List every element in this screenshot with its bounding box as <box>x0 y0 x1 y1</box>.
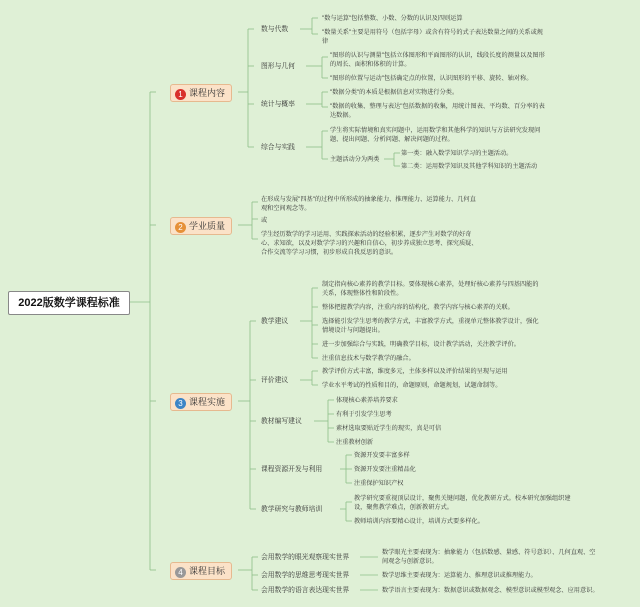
leaf-text: 间观念与创新意识。 <box>382 558 438 565</box>
topic-geometry: 图形与几何 <box>261 63 295 70</box>
topic-research-training: 教学研究与教师培训 <box>261 506 323 513</box>
number-badge: 4 <box>175 567 186 578</box>
leaf-text: 关系，体现整体性和阶段性。 <box>322 290 403 297</box>
leaf-text: "图形的位置与运动"包括确定点的位置，认识图形的平移、旋转、轴对称。 <box>330 75 533 82</box>
leaf-text: 心、求知欲，以及对数学学习的兴趣和自信心，初步养成独立思考、探究质疑、 <box>261 240 478 247</box>
branch-label: 课程内容 <box>189 88 226 98</box>
leaf-text: 学业水平考试的性质和目的，命题原则，命题规划，试题命制等。 <box>322 382 502 389</box>
leaf-text: 资源开发要丰富多样 <box>354 452 410 459</box>
leaf-text: 有利于引发学生思考 <box>336 411 392 418</box>
leaf-text: 在形成与发展"四基"的过程中所形成的抽象能力、推理能力、运算能力、几何直 <box>261 196 476 203</box>
leaf-text: 情境设计与问题提出。 <box>322 327 384 334</box>
leaf-text: 达数据。 <box>330 112 355 119</box>
leaf-text: 学生将实际情境和真实问题中，运用数学和其他科学的知识与方法研究发现问 <box>330 127 541 134</box>
leaf-text: "数与运算"包括整数、小数、分数的认识及四则运算 <box>322 15 463 22</box>
branch-label: 学业质量 <box>189 221 226 231</box>
branch-curriculum-content[interactable] <box>170 84 232 102</box>
topic-resources: 课程资源开发与利用 <box>261 466 323 473</box>
leaf-text: 题、提出问题、分析问题、解决问题的过程。 <box>330 136 454 143</box>
number-badge: 1 <box>175 89 186 100</box>
leaf-text: 整体把握教学内容，注重内容的结构化，教学内容与核心素养的关联。 <box>322 304 514 311</box>
leaf-text: 制定指向核心素养的教学目标。要体现核心素养，处理好核心素养与四基四能的 <box>322 281 539 288</box>
leaf-text: 或 <box>261 217 268 224</box>
leaf-text: 数学眼光主要表现为：抽象能力（包括数感、量感、符号意识）、几何直观、空 <box>382 549 596 556</box>
leaf-text: 设，聚焦教学难点，创新教研方式。 <box>354 504 453 511</box>
topic-assessment-advice: 评价建议 <box>261 377 289 384</box>
leaf-text: 体现核心素养培养要求 <box>336 397 398 404</box>
topic-goal-language: 会用数学的语言表达现实世界 <box>261 587 350 594</box>
branch-curriculum-goals[interactable] <box>170 562 232 580</box>
leaf-text: 数学语言主要表现为：数据意识或数据观念、模型意识或模型观念、应用意识。 <box>382 587 599 594</box>
leaf-text: "数量关系"主要是用符号（包括字母）或含有符号的式子表达数量之间的关系或规 <box>322 29 543 36</box>
topic-goal-eyes: 会用数学的眼光观察现实世界 <box>261 554 350 561</box>
leaf-text: 主题活动分为两类 <box>330 156 380 163</box>
leaf-text: 注重信息技术与数学教学的融合。 <box>322 355 415 362</box>
leaf-text: 数学思维主要表现为：运算能力、推理意识或推理能力。 <box>382 572 537 579</box>
leaf-text: 进一步加强综合与实践，明确教学目标，设计教学活动，关注教学评价。 <box>322 341 520 348</box>
leaf-text: "数据分类"的本质是根据信息对实物进行分类。 <box>330 89 459 96</box>
leaf-text: 的周长、面积和体积的计算。 <box>330 61 411 68</box>
topic-statistics: 统计与概率 <box>261 101 295 108</box>
topic-number-algebra: 数与代数 <box>261 26 289 33</box>
leaf-text: 律 <box>322 38 329 45</box>
leaf-text: 注重保护知识产权 <box>354 480 404 487</box>
topic-textbook-advice: 教材编写建议 <box>261 418 302 425</box>
leaf-text: 学生经历数学的学习运用、实践探索活动的经验积累，逐步产生对数学的好奇 <box>261 231 472 238</box>
branch-label: 课程实施 <box>189 397 226 407</box>
number-badge: 2 <box>175 222 186 233</box>
leaf-text: "数据的收集、整理与表达"包括数据的收集，用统计图表、平均数、百分率的表 <box>330 103 545 110</box>
leaf-text: 合作交流等学习习惯，初步形成自我反思的意识。 <box>261 249 398 256</box>
leaf-text: 第二类：运用数学知识及其他学科知识的主题活动 <box>401 163 538 170</box>
topic-comprehensive-practice: 综合与实践 <box>261 144 295 151</box>
leaf-text: 选择能引发学生思考的教学方式，丰富教学方式，重视单元整体教学设计，强化 <box>322 318 539 325</box>
leaf-text: 注重教材创新 <box>336 439 374 446</box>
leaf-text: 教学评价方式丰富，维度多元，主体多样以及评价结果的呈现与运用 <box>322 368 508 375</box>
branch-label: 课程目标 <box>189 566 226 576</box>
leaf-text: 观和空间观念等。 <box>261 205 311 212</box>
leaf-text: 教师培训内容要精心设计，培训方式要多样化。 <box>354 518 484 525</box>
root-node: 2022版数学课程标准 <box>8 291 130 315</box>
topic-teaching-advice: 教学建议 <box>261 318 289 325</box>
leaf-text: 资源开发要注重精品化 <box>354 466 416 473</box>
topic-goal-thinking: 会用数学的思维思考现实世界 <box>261 572 350 579</box>
number-badge: 3 <box>175 398 186 409</box>
leaf-text: 教学研究要重视顶层设计，聚焦关键问题，优化教研方式。校本研究加强组织建 <box>354 495 571 502</box>
branch-curriculum-implementation[interactable] <box>170 393 232 411</box>
leaf-text: "图形的认识与测量"包括立体图形和平面图形的认识，线段长度的测量以及图形 <box>330 52 545 59</box>
leaf-text: 素材选取要贴近学生的现实，真是可信 <box>336 425 442 432</box>
leaf-text: 第一类：融入数学知识学习的主题活动。 <box>401 150 513 157</box>
branch-academic-quality[interactable] <box>170 217 232 235</box>
